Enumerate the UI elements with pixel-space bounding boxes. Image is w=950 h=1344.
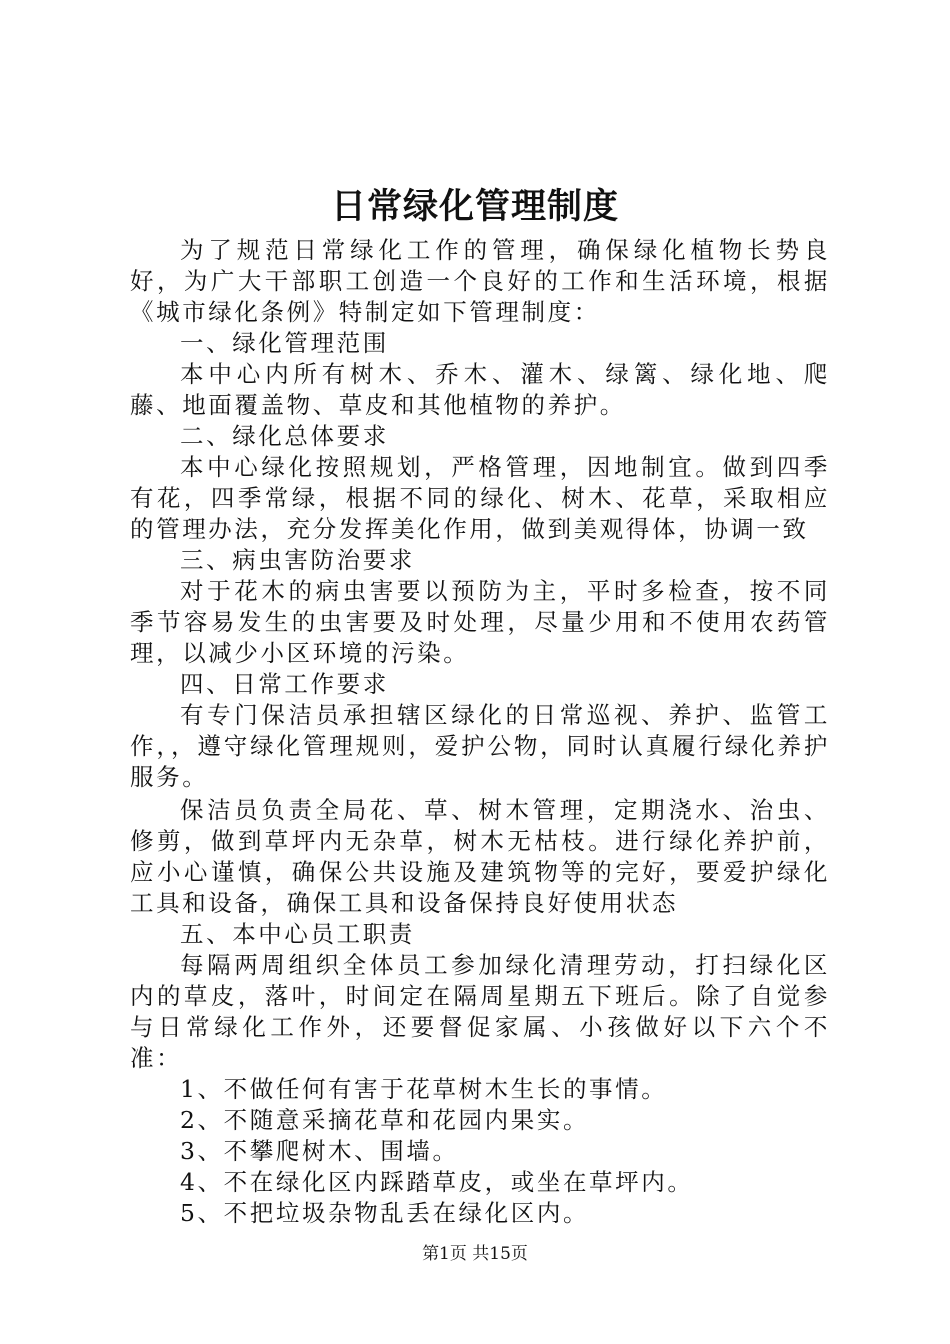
intro-paragraph: 为了规范日常绿化工作的管理，确保绿化植物长势良好，为广大干部职工创造一个良好的工作和生活环境，根据《城市绿化条例》特制定如下管理制度： [130,236,830,326]
page-footer: 第1页 共15页 [422,1244,528,1264]
daily-work-paragraph-1: 有专门保洁员承担辖区绿化的日常巡视、养护、监管工作，，遵守绿化管理规则，爱护公物，同时认真履行绿化养护服务。 [130,701,830,791]
rule-item-3: 3、不攀爬树木、围墙。 [180,1137,459,1165]
page-title: 日常绿化管理制度 [330,186,619,227]
section-heading-daily-work: 四、日常工作要求 [180,670,389,698]
pest-control-paragraph: 对于花木的病虫害要以预防为主，平时多检查，按不同季节容易发生的虫害要及时处理，尽量少用和不使用农药管理，以减少小区环境的污染。 [130,577,830,667]
section-heading-staff-duties: 五、本中心员工职责 [180,920,415,948]
rule-item-2: 2、不随意采摘花草和花园内果实。 [180,1106,590,1134]
daily-work-paragraph-2: 保洁员负责全局花、草、树木管理，定期浇水、治虫、修剪，做到草坪内无杂草，树木无枯枝。进行绿化养护前，应小心谨慎，确保公共设施及建筑物等的完好，要爱护绿化工具和设备，确保工具和设备保持良好使用状态 [130,796,830,917]
section-heading-pest-control: 三、病虫害防治要求 [180,546,415,574]
staff-duties-paragraph: 每隔两周组织全体员工参加绿化清理劳动，打扫绿化区内的草皮，落叶，时间定在隔周星期五下班后。除了自觉参与日常绿化工作外，还要督促家属、小孩做好以下六个不准： [130,951,830,1072]
rule-item-1: 1、不做任何有害于花草树木生长的事情。 [180,1075,668,1103]
section-heading-requirements: 二、绿化总体要求 [180,422,389,450]
rule-item-5: 5、不把垃圾杂物乱丢在绿化区内。 [180,1199,590,1227]
scope-paragraph: 本中心内所有树木、乔木、灌木、绿篱、绿化地、爬藤、地面覆盖物、草皮和其他植物的养护。 [130,360,830,419]
requirements-paragraph: 本中心绿化按照规划，严格管理，因地制宜。做到四季有花，四季常绿，根据不同的绿化、树木、花草，采取相应的管理办法，充分发挥美化作用，做到美观得体，协调一致 [130,453,830,543]
rule-item-4: 4、不在绿化区内踩踏草皮，或坐在草坪内。 [180,1168,694,1196]
section-heading-scope: 一、绿化管理范围 [180,329,389,357]
document-body [130,235,830,1229]
